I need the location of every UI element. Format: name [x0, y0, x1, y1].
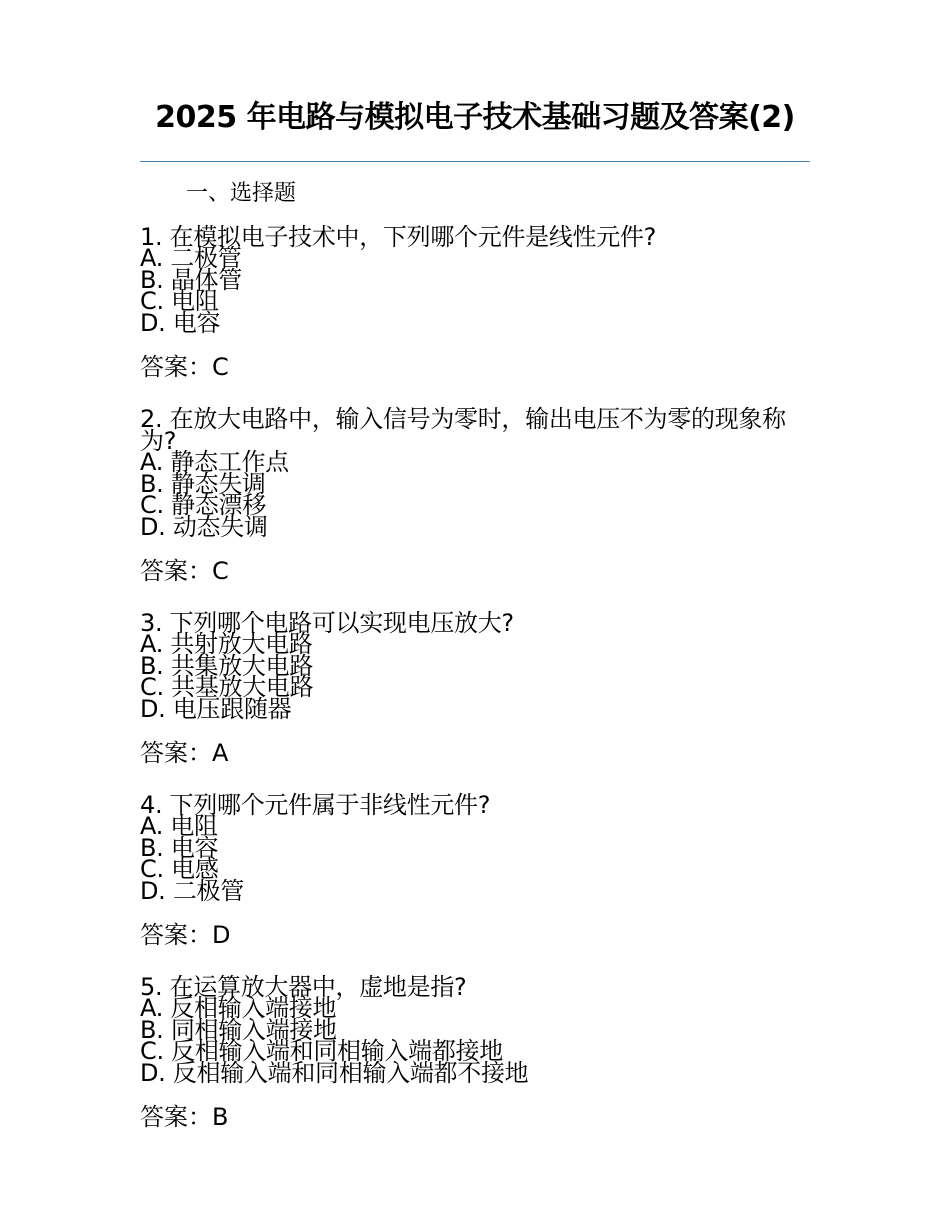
option-d: D. 动态失调: [140, 512, 268, 541]
option-d: D. 电容: [140, 308, 221, 337]
question-text: 3. 下列哪个电路可以实现电压放大?: [140, 609, 514, 637]
question-list: [140, 222, 810, 1154]
answer-line: 答案：A: [140, 739, 229, 767]
option-d: D. 二极管: [140, 876, 244, 905]
answer-line: 答案：D: [140, 921, 231, 949]
option-c: C. 电感: [140, 855, 219, 883]
option-c: C. 反相输入端和同相输入端都接地: [140, 1037, 503, 1065]
question-4: [140, 790, 810, 950]
option-c: C. 静态漂移: [140, 491, 266, 519]
question-3: [140, 608, 810, 768]
option-a: A. 二极管: [140, 244, 242, 272]
section-heading: 一、选择题: [186, 181, 297, 206]
option-b: B. 共集放大电路: [140, 651, 314, 680]
answer-line: 答案：B: [140, 1103, 229, 1131]
title-underline: [140, 161, 810, 162]
question-text: 4. 下列哪个元件属于非线性元件?: [140, 791, 491, 819]
option-b: B. 同相输入端接地: [140, 1015, 337, 1044]
option-a: A. 反相输入端接地: [140, 994, 337, 1022]
title-area: [140, 100, 810, 162]
answer-line: 答案：C: [140, 557, 229, 585]
option-d: D. 电压跟随器: [140, 694, 292, 723]
option-a: A. 共射放大电路: [140, 630, 313, 658]
question-text: 2. 在放大电路中，输入信号为零时，输出电压不为零的现象称为?: [140, 405, 786, 455]
question-text: 1. 在模拟电子技术中，下列哪个元件是线性元件?: [140, 223, 657, 251]
question-1: [140, 222, 810, 382]
option-c: C. 共基放大电路: [140, 673, 314, 701]
question-2: [140, 404, 810, 586]
question-text: 5. 在运算放大器中，虚地是指?: [140, 973, 467, 1001]
option-c: C. 电阻: [140, 287, 219, 315]
option-d: D. 反相输入端和同相输入端都不接地: [140, 1058, 529, 1087]
document-title: 2025 年电路与模拟电子技术基础习题及答案(2): [155, 100, 795, 135]
option-b: B. 晶体管: [140, 265, 242, 294]
option-a: A. 静态工作点: [140, 448, 289, 476]
question-5: [140, 972, 810, 1132]
option-b: B. 静态失调: [140, 469, 266, 498]
answer-line: 答案：C: [140, 353, 229, 381]
option-b: B. 电容: [140, 833, 219, 862]
option-a: A. 电阻: [140, 812, 218, 840]
